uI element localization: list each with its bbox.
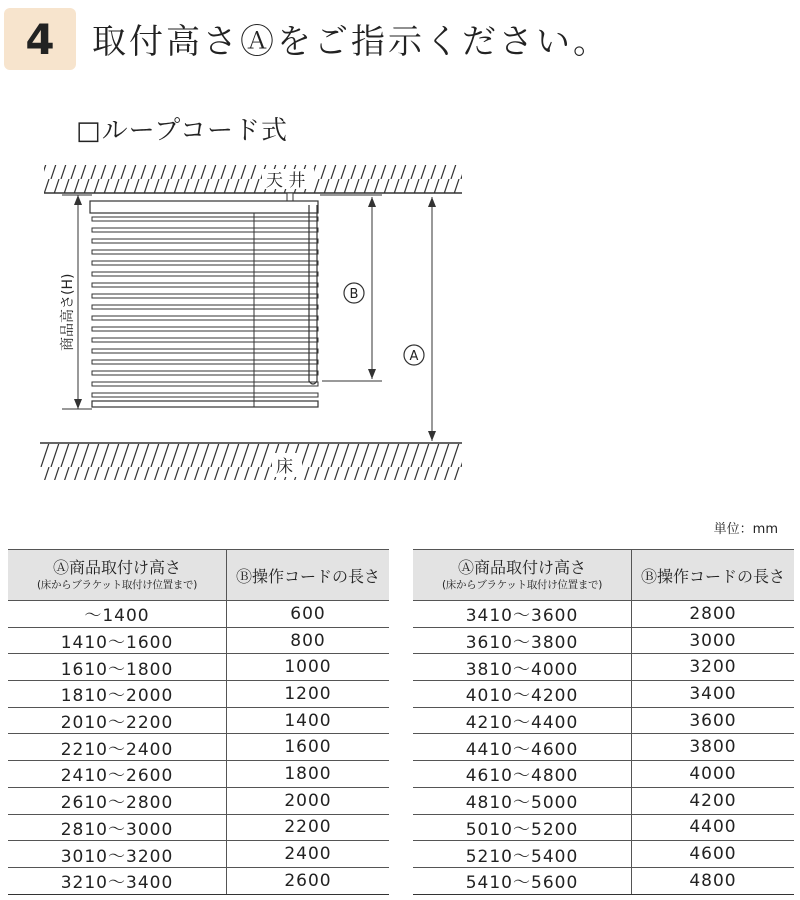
cord-length-cell: 2000 [227, 787, 390, 814]
step-number: 4 [25, 14, 55, 64]
cord-length-cell: 600 [227, 601, 390, 628]
header-cord-length [227, 550, 390, 601]
slats [92, 217, 318, 397]
install-height-cell: 4810～5000 [413, 787, 632, 814]
install-height-cell: 1610～1800 [8, 654, 227, 681]
install-height-cell: 2410～2600 [8, 761, 227, 788]
cord-length-cell: 2600 [227, 867, 390, 894]
size-table-right [413, 549, 794, 895]
page-title: 取付高さⒶをご指示ください。 [92, 22, 610, 62]
ceiling-label: 天 井 [266, 171, 306, 191]
table-row [8, 867, 389, 894]
table-row [8, 761, 389, 788]
table-body-left [8, 601, 389, 895]
install-height-cell: 1410～1600 [8, 627, 227, 654]
header-b: Ⓑ操作コードの長さ [640, 566, 785, 586]
install-height-cell: 4010～4200 [413, 681, 632, 708]
cord-length-cell: 1200 [227, 681, 390, 708]
cord-length-cell: 800 [227, 627, 390, 654]
cord-length-cell: 3200 [632, 654, 795, 681]
section-title: □ループコード式 [76, 116, 288, 146]
cord-length-cell: 1400 [227, 707, 390, 734]
step-badge [4, 8, 76, 70]
install-height-cell: 3610～3800 [413, 627, 632, 654]
floor-hatch [40, 444, 462, 480]
blind-diagram [0, 155, 480, 490]
bottom-rail [92, 401, 318, 407]
table-row [8, 654, 389, 681]
install-height-cell: 4410～4600 [413, 734, 632, 761]
header-install-height [413, 550, 632, 601]
header-b: Ⓑ操作コードの長さ [235, 566, 380, 586]
marker-a: A [409, 349, 419, 364]
install-height-cell: 1810～2000 [8, 681, 227, 708]
table-row [413, 627, 794, 654]
head-rail [90, 201, 318, 213]
cord-length-cell: 2400 [227, 841, 390, 868]
size-table-left [8, 549, 389, 895]
marker-b: B [349, 287, 359, 302]
header-a-sub: (床からブラケット取付け位置まで) [441, 579, 603, 591]
cord-length-cell: 3400 [632, 681, 795, 708]
header-cord-length [632, 550, 795, 601]
cord-length-cell: 2200 [227, 814, 390, 841]
table-row [413, 681, 794, 708]
table-row [413, 654, 794, 681]
table-row [413, 761, 794, 788]
cord-length-cell: 3600 [632, 707, 795, 734]
install-height-cell: 3210～3400 [8, 867, 227, 894]
install-height-cell: 2610～2800 [8, 787, 227, 814]
install-height-cell: 3410～3600 [413, 601, 632, 628]
header-a-main: Ⓐ商品取付け高さ [457, 558, 586, 577]
cord-length-cell: 3000 [632, 627, 795, 654]
table-row [8, 841, 389, 868]
install-height-cell: 4610～4800 [413, 761, 632, 788]
install-height-cell: ～1400 [8, 601, 227, 628]
table-row [8, 787, 389, 814]
install-height-cell: 2010～2200 [8, 707, 227, 734]
install-height-cell: 3010～3200 [8, 841, 227, 868]
install-height-cell: 4210～4400 [413, 707, 632, 734]
height-label: 商品高さ(H) [60, 273, 76, 351]
table-row [413, 601, 794, 628]
table-row [8, 601, 389, 628]
table-row [8, 681, 389, 708]
table-row [8, 707, 389, 734]
cord-length-cell: 4800 [632, 867, 795, 894]
cord-length-cell: 4400 [632, 814, 795, 841]
table-row [413, 734, 794, 761]
header-a-sub: (床からブラケット取付け位置まで) [36, 579, 198, 591]
header-install-height [8, 550, 227, 601]
table-row [413, 814, 794, 841]
table-row [413, 787, 794, 814]
install-height-cell: 2810～3000 [8, 814, 227, 841]
cord-length-cell: 1800 [227, 761, 390, 788]
ceiling-hatch [44, 165, 462, 193]
table-row [413, 841, 794, 868]
unit-note: 単位：mm [713, 522, 778, 537]
cord-length-cell: 4000 [632, 761, 795, 788]
install-height-cell: 3810～4000 [413, 654, 632, 681]
table-row [413, 707, 794, 734]
cord-length-cell: 4600 [632, 841, 795, 868]
cord-length-cell: 4200 [632, 787, 795, 814]
cord-length-cell: 2800 [632, 601, 795, 628]
install-height-cell: 2210～2400 [8, 734, 227, 761]
table-row [8, 627, 389, 654]
cord-length-cell: 1600 [227, 734, 390, 761]
install-height-cell: 5010～5200 [413, 814, 632, 841]
table-row [413, 867, 794, 894]
cord-length-cell: 3800 [632, 734, 795, 761]
table-body-right [413, 601, 794, 895]
header-a-main: Ⓐ商品取付け高さ [52, 558, 181, 577]
install-height-cell: 5210～5400 [413, 841, 632, 868]
table-row [8, 734, 389, 761]
cord-length-cell: 1000 [227, 654, 390, 681]
table-row [8, 814, 389, 841]
floor-label: 床 [276, 457, 293, 477]
install-height-cell: 5410～5600 [413, 867, 632, 894]
